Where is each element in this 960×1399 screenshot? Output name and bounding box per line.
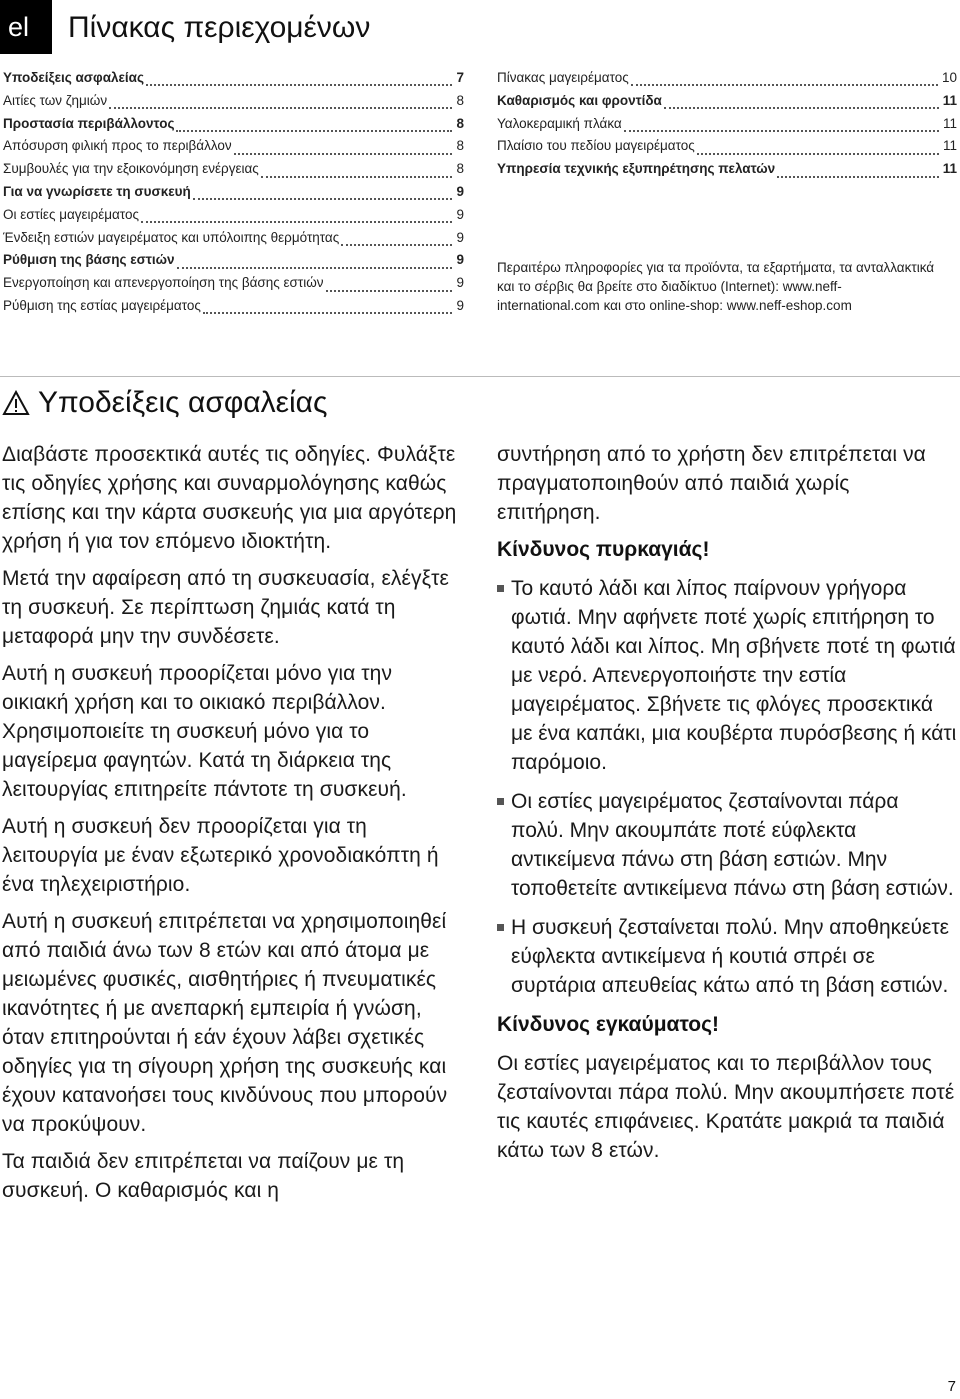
- toc-entry[interactable]: [3, 252, 464, 275]
- toc-entry-page: 9: [456, 206, 464, 222]
- toc-left-column: [3, 70, 464, 321]
- toc-entry-page: 9: [456, 229, 464, 245]
- toc-entry[interactable]: [3, 207, 464, 230]
- fire-hazard-item: Οι εστίες μαγειρέματος ζεσταίνονται πάρα πολύ. Μην ακουμπάτε ποτέ εύφλεκτα αντικείμενα πάνω στη βάση εστιών. Μην τοποθετείτε αντικείμενα πάνω στη βάση εστιών.: [497, 787, 957, 903]
- language-badge: el: [0, 0, 52, 54]
- toc-entry-page: 8: [456, 92, 464, 108]
- safety-right-column: [497, 440, 957, 1173]
- toc-leader-dots: [109, 107, 452, 109]
- toc-entry[interactable]: [497, 116, 957, 139]
- toc-entry[interactable]: [497, 70, 957, 93]
- toc-entry-label: Οι εστίες μαγειρέματος: [3, 206, 139, 222]
- more-info-paragraph: [497, 258, 942, 315]
- toc-entry-label: Ένδειξη εστιών μαγειρέματος και υπόλοιπης θερμότητας: [3, 229, 340, 245]
- safety-paragraph: Τα παιδιά δεν επιτρέπεται να παίζουν με τη συσκευή. Ο καθαρισμός και η: [2, 1150, 405, 1202]
- toc-entry-page: 9: [456, 252, 464, 268]
- fire-hazard-list: [497, 574, 957, 1000]
- toc-leader-dots: [176, 130, 452, 132]
- toc-leader-dots: [624, 130, 939, 132]
- safety-paragraph: Αυτή η συσκευή προορίζεται μόνο για την οικιακή χρήση και το οικιακό περιβάλλον. Χρησιμοποιείτε τη συσκευή μόνο για το μαγείρεμα φαγητών. Κατά τη διάρκεια της λειτουργίας επιτηρείτε πάντοτε τη συσκευή.: [2, 662, 407, 801]
- toc-entry-label: Ενεργοποίηση και απενεργοποίηση της βάσης εστιών: [3, 275, 324, 291]
- toc-entry[interactable]: [497, 161, 957, 184]
- safety-left-column: [2, 440, 462, 1213]
- toc-leader-dots: [203, 312, 453, 314]
- toc-entry[interactable]: [3, 275, 464, 298]
- toc-leader-dots: [777, 176, 939, 178]
- toc-entry-label: Πίνακας μαγειρέματος: [497, 70, 629, 85]
- toc-entry-label: Καθαρισμός και φροντίδα: [497, 92, 662, 108]
- more-info-connector: και στο online-shop:: [599, 298, 727, 313]
- toc-leader-dots: [177, 267, 453, 269]
- toc-entry-page: 11: [942, 138, 957, 154]
- toc-entry-label: Υαλοκεραμική πλάκα: [497, 115, 622, 131]
- fire-hazard-heading: Κίνδυνος πυρκαγιάς!: [497, 538, 710, 561]
- toc-entry-page: 10: [941, 70, 957, 85]
- toc-entry[interactable]: [3, 70, 464, 93]
- toc-leader-dots: [664, 107, 939, 109]
- toc-entry-label: Ρύθμιση της βάσης εστιών: [3, 252, 175, 268]
- toc-entry[interactable]: [3, 138, 464, 161]
- toc-entry[interactable]: [497, 138, 957, 161]
- toc-entry[interactable]: [3, 93, 464, 116]
- toc-entry-page: 9: [456, 183, 464, 199]
- page-number: 7: [947, 1378, 956, 1395]
- toc-entry-label: Πλαίσιο του πεδίου μαγειρέματος: [497, 138, 695, 154]
- toc-entry-label: Για να γνωρίσετε τη συσκευή: [3, 183, 191, 199]
- safety-paragraph: Αυτή η συσκευή δεν προορίζεται για τη λειτουργία με έναν εξωτερικό χρονοδιακόπτη ή ένα τηλεχειριστήριο.: [2, 815, 439, 896]
- toc-entry-page: 7: [456, 70, 464, 85]
- toc-entry-page: 8: [456, 161, 464, 177]
- toc-leader-dots: [141, 221, 452, 223]
- toc-leader-dots: [326, 290, 453, 292]
- burn-hazard-heading: Κίνδυνος εγκαύματος!: [497, 1013, 719, 1036]
- neff-eshop-link[interactable]: www.neff-eshop.com: [726, 298, 852, 313]
- warning-triangle-icon: [2, 390, 30, 416]
- toc-leader-dots: [341, 244, 452, 246]
- toc-entry-page: 11: [942, 115, 957, 131]
- toc-entry[interactable]: [497, 93, 957, 116]
- toc-entry-label: Ρύθμιση της εστίας μαγειρέματος: [3, 297, 201, 313]
- toc-entry-page: 11: [942, 161, 957, 177]
- toc-entry-page: 8: [456, 115, 464, 131]
- section-divider: [0, 376, 960, 377]
- toc-entry[interactable]: [3, 298, 464, 321]
- page-title: Πίνακας περιεχομένων: [68, 11, 371, 44]
- toc-leader-dots: [261, 176, 453, 178]
- toc-entry-page: 9: [456, 297, 464, 313]
- neff-international-link[interactable]: www.neff-international.com: [497, 279, 842, 313]
- safety-paragraph: Μετά την αφαίρεση από τη συσκευασία, ελέγξτε τη συσκευή. Σε περίπτωση ζημιάς κατά τη μεταφορά μην την συνδέσετε.: [2, 567, 449, 648]
- toc-leader-dots: [146, 84, 453, 86]
- more-info-text: Περαιτέρω πληροφορίες για τα προϊόντα, τα εξαρτήματα, τα ανταλλακτικά και το σέρβις θα βρείτε στο διαδίκτυο (Internet):: [497, 260, 935, 294]
- toc-entry-page: 8: [456, 138, 464, 154]
- toc-right-column: [497, 70, 957, 184]
- safety-paragraph-continued: συντήρηση από το χρήστη δεν επιτρέπεται να πραγματοποιηθούν από παιδιά χωρίς επιτήρηση.: [497, 443, 926, 524]
- toc-entry[interactable]: [3, 230, 464, 253]
- toc-leader-dots: [234, 153, 453, 155]
- toc-entry-label: Απόσυρση φιλική προς το περιβάλλον: [3, 138, 232, 154]
- toc-entry[interactable]: [3, 161, 464, 184]
- toc-entry-page: 11: [942, 92, 957, 108]
- burn-hazard-text: Οι εστίες μαγειρέματος και το περιβάλλον τους ζεσταίνονται πάρα πολύ. Μην ακουμπήσετε ποτέ τις καυτές επιφάνειες. Κρατάτε μακριά τα παιδιά κάτω των 8 ετών.: [497, 1052, 955, 1162]
- toc-entry-label: Υπηρεσία τεχνικής εξυπηρέτησης πελατών: [497, 161, 776, 177]
- safety-paragraph: Αυτή η συσκευή επιτρέπεται να χρησιμοποιηθεί από παιδιά άνω των 8 ετών και από άτομα με μειωμένες φυσικές, αισθητήριες ή πνευματικές ικανότητες ή με ανεπαρκή εμπειρία ή γνώση, όταν επιτηρούνται ή εάν έχουν λάβει σχετικές οδηγίες για τη σίγουρη χρήση της συσκευής και έχουν κατανοήσει τους κινδύνους που μπορούν να προκύψουν.: [2, 910, 448, 1136]
- toc-entry-label: Προστασία περιβάλλοντος: [3, 115, 175, 131]
- safety-paragraph: Διαβάστε προσεκτικά αυτές τις οδηγίες. Φυλάξτε τις οδηγίες χρήσης και συναρμολόγησης καθώς επίσης και την κάρτα συσκευής για μια αργότερη χρήση ή για τον επόμενο ιδιοκτήτη.: [2, 443, 457, 553]
- toc-leader-dots: [697, 153, 939, 155]
- toc-entry[interactable]: [3, 184, 464, 207]
- toc-entry[interactable]: [3, 116, 464, 139]
- fire-hazard-item: Το καυτό λάδι και λίπος παίρνουν γρήγορα φωτιά. Μην αφήνετε ποτέ χωρίς επιτήρηση το καυτό λάδι και λίπος. Μη σβήνετε ποτέ τη φωτιά με νερό. Απενεργοποιήστε την εστία μαγειρέματος. Σβήνετε τις φλόγες προσεκτικά με ένα καπάκι, μια κουβέρτα πυρόσβεσης ή κάτι παρόμοιο.: [497, 574, 957, 777]
- fire-hazard-item: Η συσκευή ζεσταίνεται πολύ. Μην αποθηκεύετε εύφλεκτα αντικείμενα ή κουτιά σπρέι σε συρτάρια απευθείας κάτω από τη βάση εστιών.: [497, 913, 957, 1000]
- toc-entry-label: Υποδείξεις ασφαλείας: [3, 70, 144, 85]
- toc-entry-page: 9: [456, 275, 464, 291]
- toc-entry-label: Συμβουλές για την εξοικονόμηση ενέργειας: [3, 161, 259, 177]
- toc-entry-label: Αιτίες των ζημιών: [3, 92, 108, 108]
- toc-leader-dots: [193, 198, 453, 200]
- safety-title-text: Υποδείξεις ασφαλείας: [38, 386, 328, 419]
- toc-leader-dots: [631, 84, 938, 86]
- safety-section-title: [2, 384, 327, 422]
